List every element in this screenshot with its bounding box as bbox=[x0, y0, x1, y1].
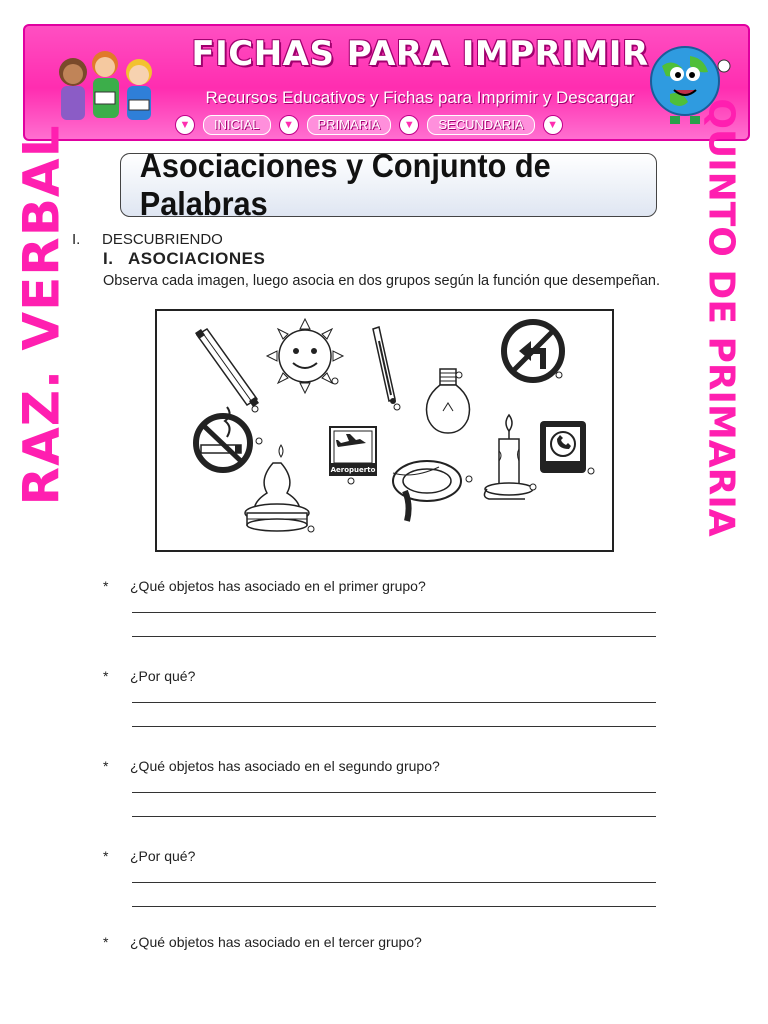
airport-sign-icon bbox=[330, 427, 376, 484]
section-heading-asociaciones bbox=[103, 249, 265, 269]
candle-icon bbox=[484, 415, 536, 499]
no-smoking-sign-icon bbox=[196, 407, 262, 470]
bullet: * bbox=[103, 848, 109, 864]
question-2 bbox=[103, 668, 195, 684]
thermometer-icon bbox=[373, 327, 400, 410]
children-illustration bbox=[43, 34, 168, 134]
light-bulb-icon bbox=[427, 369, 470, 433]
bullet: * bbox=[103, 758, 109, 774]
side-label-right bbox=[690, 97, 752, 537]
bullet: * bbox=[103, 668, 109, 684]
airport-label: Aeropuerto bbox=[330, 466, 376, 474]
answer-line[interactable] bbox=[132, 726, 656, 727]
question-1 bbox=[103, 578, 426, 594]
arrow-down-icon: ▼ bbox=[279, 115, 299, 135]
side-label-left bbox=[10, 124, 72, 506]
bullet: * bbox=[103, 578, 109, 594]
header-banner bbox=[23, 24, 750, 141]
arrow-down-icon: ▼ bbox=[175, 115, 195, 135]
section-number: I. bbox=[103, 249, 114, 268]
answer-line[interactable] bbox=[132, 882, 656, 883]
objects-illustration bbox=[157, 311, 612, 550]
section-label: DESCUBRIENDO bbox=[102, 231, 223, 248]
question-text: ¿Qué objetos has asociado en el primer grupo? bbox=[130, 578, 426, 594]
answer-line[interactable] bbox=[132, 636, 656, 637]
arrow-down-icon: ▼ bbox=[399, 115, 419, 135]
answer-line[interactable] bbox=[132, 816, 656, 817]
site-title: FICHAS PARA IMPRIMIR bbox=[191, 34, 649, 74]
question-text: ¿Qué objetos has asociado en el tercer grupo? bbox=[130, 934, 422, 950]
question-5 bbox=[103, 934, 422, 950]
section-label: ASOCIACIONES bbox=[128, 249, 266, 268]
telephone-sign-icon bbox=[540, 421, 594, 474]
bullet: * bbox=[103, 934, 109, 950]
nav-primaria[interactable]: PRIMARIA bbox=[307, 115, 392, 135]
worksheet-title-box bbox=[120, 147, 657, 222]
site-nav bbox=[175, 114, 563, 136]
question-text: ¿Qué objetos has asociado en el segundo grupo? bbox=[130, 758, 440, 774]
objects-image-box bbox=[155, 309, 614, 552]
question-4 bbox=[103, 848, 195, 864]
fluorescent-tube-icon bbox=[195, 329, 259, 412]
section-number: I. bbox=[72, 231, 81, 248]
site-subtitle: Recursos Educativos y Fichas para Imprimir y Descargar bbox=[205, 88, 635, 107]
subject-label: RAZ. VERBAL bbox=[12, 124, 70, 506]
nav-secundaria[interactable]: SECUNDARIA bbox=[427, 115, 534, 135]
sun-icon bbox=[267, 319, 343, 393]
instruction-text: Observa cada imagen, luego asocia en dos grupos según la función que desempeñan. bbox=[103, 273, 661, 289]
arrow-down-icon: ▼ bbox=[543, 115, 563, 135]
question-text: ¿Por qué? bbox=[130, 848, 196, 864]
grade-label: QUINTO DE PRIMARIA bbox=[700, 97, 742, 537]
tape-measure-icon bbox=[393, 461, 472, 521]
worksheet-title: Asociaciones y Conjunto de Palabras bbox=[139, 147, 551, 222]
answer-line[interactable] bbox=[132, 906, 656, 907]
answer-line[interactable] bbox=[132, 612, 656, 613]
answer-line[interactable] bbox=[132, 702, 656, 703]
question-3 bbox=[103, 758, 440, 774]
section-heading-descubriendo bbox=[72, 231, 223, 248]
no-left-turn-sign-icon bbox=[504, 322, 562, 380]
answer-line[interactable] bbox=[132, 792, 656, 793]
nav-inicial[interactable]: INICIAL bbox=[203, 115, 271, 135]
question-text: ¿Por qué? bbox=[130, 668, 196, 684]
oil-lamp-icon bbox=[245, 445, 314, 532]
